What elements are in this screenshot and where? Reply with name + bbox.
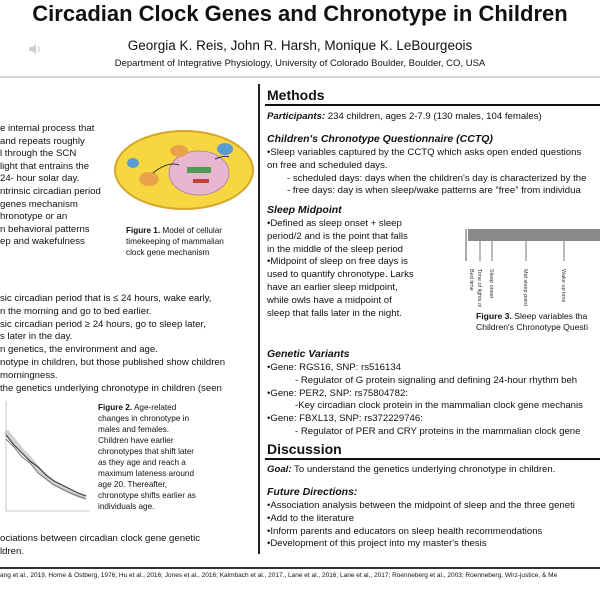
discussion-rule <box>265 458 600 460</box>
methods-heading: Methods <box>267 87 325 103</box>
future-directions-list <box>267 500 600 551</box>
goal-line: Goal: To understand the genetics underlying chronotype in children. <box>267 464 556 475</box>
future-item: •Association analysis between the midpoint of sleep and the three geneti <box>267 500 575 511</box>
aims-text: ociations between circadian clock gene genetic ldren. <box>0 533 200 557</box>
methods-rule <box>265 104 600 106</box>
fig3-label-lights-off: Time of lights off <box>476 269 482 307</box>
future-item: •Inform parents and educators on sleep health recommendations <box>267 525 543 537</box>
fig3-label-sleep-onset: Sleep onset <box>488 269 494 299</box>
fig3-label-bed-time: Bed time <box>468 269 474 291</box>
future-item: •Add to the literature <box>267 512 355 524</box>
figure-1-cell-diagram <box>113 129 256 216</box>
genetic-variants-text: •Gene: RGS16, SNP: rs516134 - Regulator of G protein signaling and defining 24-hour rhythm beh •Gene: PER2, SNP: rs75804782: -Key circadian clock protein in the mammalian clock gene mechanis •Gene: FBXL13, SNP: rs372229746: - Regulator of PER and CRY proteins in the mammalian clock gene <box>267 362 583 437</box>
cctq-heading: Children's Chronotype Questionnaire (CCTQ) <box>267 133 493 145</box>
fig3-label-mid-sleep: Mid sleep point <box>522 269 528 306</box>
figure-2-caption: Figure 2. Age-related changes in chronotype in males and females. Children have earlier chronotypes that shift later as they age and reach a maximum lateness around age 20. Thereafter, chronotype shifts earlier as individuals age. <box>98 403 196 511</box>
sleep-midpoint-heading: Sleep Midpoint <box>267 204 342 216</box>
figure-1-caption: Figure 1. Model of cellular timekeeping of mammalian clock gene mechanism <box>126 226 224 257</box>
background-text: sic circadian period that is ≤ 24 hours, wake early, n the morning and go to bed earlier. sic circadian period ≥ 24 hours, go to sleep later, s later in the day. n genetics, the environment and age. notype in children, but those published show children morningness. the genetics underlying chronotype in children (seen <box>0 293 226 394</box>
column-divider <box>258 84 260 554</box>
future-directions-heading: Future Directions: <box>267 486 358 498</box>
participants-line: Participants: 234 children, ages 2-7.9 (130 males, 104 females) <box>267 111 542 122</box>
sleep-midpoint-text: •Defined as sleep onset + sleep period/2 and is the point that falls in the middle of the sleep period •Midpoint of sleep on free days is used to quantify chronotype. Larks have an earlier sleep midpoint, while owls have a midpoint of sleep that falls later in the night. <box>267 218 414 319</box>
intro-text: e internal process that and repeats roughly l through the SCN light that entrains the 24- hour solar day. ntrinsic circadian period genes mechanism hronotype or an n behavioral patterns ep and wakefulness <box>0 123 101 248</box>
poster-department: Department of Integrative Physiology, University of Colorado Boulder, Boulder, CO, USA <box>114 58 486 69</box>
fig3-label-wake-up: Wake up time <box>560 269 566 303</box>
figure-3-sleep-timeline <box>462 225 600 312</box>
references-divider <box>0 567 600 569</box>
cctq-text: •Sleep variables captured by the CCTQ which asks open ended questions on free and scheduled days. - scheduled days: days when the children's day is characterized by the - free days: day is when sleep/wake patterns are “free” from individua <box>267 147 587 197</box>
discussion-heading: Discussion <box>267 441 342 457</box>
genetic-variants-heading: Genetic Variants <box>267 348 350 360</box>
header-divider <box>0 76 600 78</box>
references-text: ang et al., 2019, Horne & Östberg, 1976; Hu et al., 2016; Jones et al., 2016; Kalmbach et al., 2017., Lane et al., 2016; Lane et al., 2017; Roenneberg et al., 2003; Roenneberg, Wirz-justice, & Me <box>0 572 558 579</box>
poster-title: Circadian Clock Genes and Chronotype in Children <box>32 1 568 26</box>
future-item: •Development of this project into my master's thesis <box>267 538 487 550</box>
figure-3-caption: Figure 3. Sleep variables tha Children's Chronotype Questi <box>476 311 588 332</box>
poster-authors: Georgia K. Reis, John R. Harsh, Monique K. LeBourgeois <box>127 38 473 53</box>
figure-2-chronotype-plot <box>0 397 92 522</box>
